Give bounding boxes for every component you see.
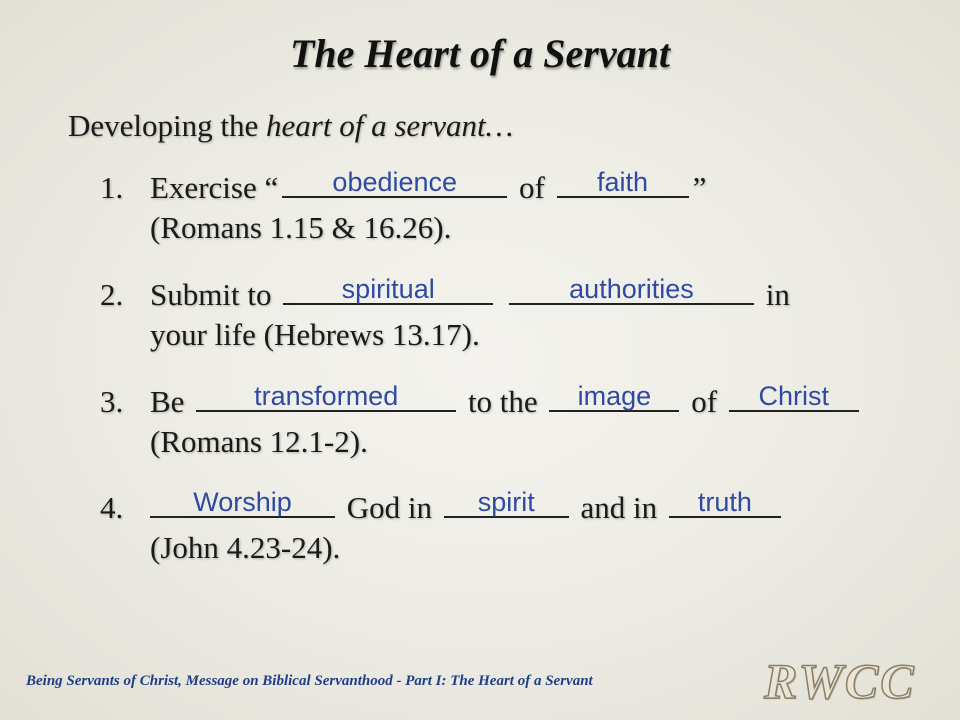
answer-spirit: spirit (477, 487, 535, 517)
item-reference: your life (Hebrews 13.17). (150, 317, 480, 352)
item-text: God in (346, 490, 432, 525)
fill-blank-spiritual (283, 274, 493, 305)
fill-blank-christ (729, 381, 859, 412)
answer-truth: truth (697, 487, 752, 517)
answer-image: image (577, 381, 652, 411)
answer-worship: Worship (193, 487, 292, 517)
item-text: Submit to (150, 277, 272, 312)
fill-blank-transformed (196, 381, 456, 412)
fill-blank-worship (150, 487, 335, 518)
item-line (150, 168, 706, 208)
item-number: 4. (100, 490, 124, 525)
item-line (150, 488, 785, 528)
answer-christ: Christ (758, 381, 830, 411)
fill-blank-spirit (444, 487, 569, 518)
fill-blank-image (549, 381, 679, 412)
item-line (150, 382, 863, 422)
answer-authorities: authorities (569, 274, 694, 304)
slide-title: The Heart of a Servant (290, 31, 670, 76)
item-text: in (765, 277, 790, 312)
item-reference: (Romans 1.15 & 16.26). (150, 210, 452, 245)
item-text: Exercise “ (150, 170, 279, 205)
item-reference: (John 4.23-24). (150, 530, 341, 565)
item-text: Be (150, 384, 185, 419)
item-text: of (691, 384, 718, 419)
answer-obedience: obedience (332, 167, 458, 197)
answer-transformed: transformed (254, 381, 399, 411)
footer-caption: Being Servants of Christ, Message on Biblical Servanthood - Part I: The Heart of a Servant (26, 673, 593, 689)
fill-blank-obedience (282, 167, 507, 198)
fill-blank-truth (669, 487, 781, 518)
fill-blank-authorities (509, 274, 754, 305)
rwcc-logo: RWCC (764, 653, 916, 709)
subheading-prefix: Developing the (68, 108, 267, 143)
item-line (150, 275, 790, 315)
subheading-emphasis: heart of a servant… (266, 108, 514, 143)
item-text: and in (580, 490, 658, 525)
item-text: ” (692, 170, 707, 205)
item-number: 2. (100, 277, 124, 312)
item-number: 3. (100, 384, 124, 419)
item-reference: (Romans 12.1-2). (150, 424, 368, 459)
subheading (68, 108, 513, 144)
fill-blank-faith (557, 167, 689, 198)
item-text: of (518, 170, 545, 205)
item-number: 1. (100, 170, 124, 205)
item-text: to the (467, 384, 538, 419)
answer-spiritual: spiritual (341, 274, 435, 304)
answer-faith: faith (597, 167, 649, 197)
